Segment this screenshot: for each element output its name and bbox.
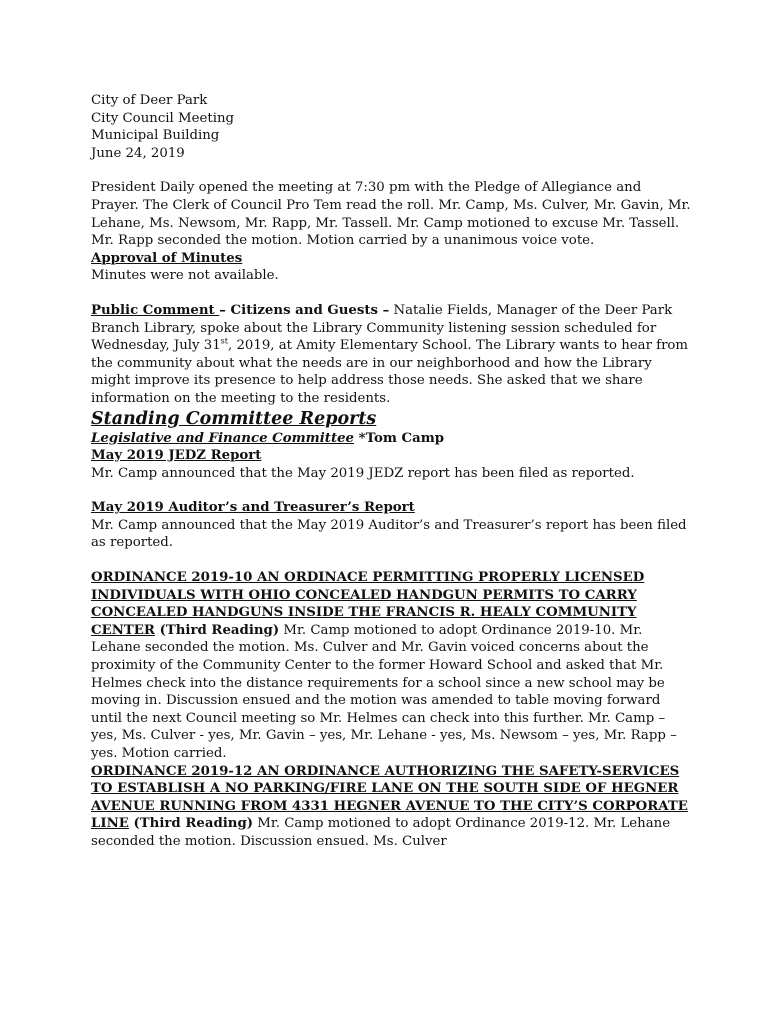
public-comment-subtitle: – Citizens and Guests – (219, 302, 390, 318)
public-comment-text: Natalie Fields, Manager of the Deer Park Branch Library, spoke about the Library Community listening session scheduled for Wednesday, July 31 (91, 302, 673, 354)
auditor-report-title: May 2019 Auditor’s and Treasurer’s Report (91, 500, 415, 516)
ordinance-2019-12-title: ORDINANCE 2019-12 AN ORDINANCE AUTHORIZING THE SAFETY-SERVICES TO ESTABLISH A NO PARKING/FIRE LANE ON THE SOUTH SIDE OF HEGNER AVENUE RUNNING FROM 4331 HEGNER AVENUE TO THE CITY’S CORPORATE LINE (91, 763, 688, 832)
auditor-report-text: Mr. Camp announced that the May 2019 Auditor’s and Treasurer’s report has been filed as reported. (91, 517, 687, 551)
document-header (91, 92, 691, 162)
committee-name: Legislative and Finance Committee (91, 430, 355, 446)
public-comment-text-cont: , 2019, at Amity Elementary School. The Library wants to hear from the community about what the needs are in our neighborhood and how the Library might improve its presence to help address those needs. She asked that we share information on the meeting to the residents. (91, 338, 689, 406)
opening-paragraph: President Daily opened the meeting at 7:30 pm with the Pledge of Allegiance and Prayer. The Clerk of Council Pro Tem read the roll. Mr. Camp, Ms. Culver, Mr. Gavin, Mr. Lehane, Ms. Newsom, Mr. Rapp, Mr. Tassell. Mr. Camp motioned to excuse Mr. Tassell. Mr. Rapp seconded the motion. Motion carried by a unanimous voice vote. (91, 180, 691, 249)
ordinance-2019-10-reading: (Third Reading) (154, 622, 280, 638)
meeting-location: Municipal Building (91, 128, 220, 144)
public-comment-section (91, 302, 691, 408)
meeting-date: June 24, 2019 (91, 145, 185, 161)
meeting-name: City Council Meeting (91, 110, 235, 126)
ordinance-2019-12-reading: (Third Reading) (128, 816, 254, 832)
minutes-document (91, 92, 691, 851)
ordinance-2019-10-text: Mr. Camp motioned to adopt Ordinance 2019-10. Mr. Lehane seconded the motion. Ms. Culver and Mr. Gavin voiced concerns about the proximity of the Community Center to the former Howard School and asked that Mr. Helmes check into the distance requirements for a school since a new school may be moving in. Discussion ensued and the motion was amended to table moving forward until the next Council meeting so Mr. Helmes can check into this further. Mr. Camp – yes, Ms. Culver - yes, Mr. Gavin – yes, Mr. Lehane - yes, Ms. Newsom – yes, Mr. Rapp – yes. Motion carried. (91, 622, 677, 761)
public-comment-title: Public Comment (91, 302, 220, 318)
standing-committee-heading: Standing Committee Reports (91, 408, 377, 429)
approval-of-minutes-title: Approval of Minutes (91, 250, 243, 266)
ordinance-2019-10-title: ORDINANCE 2019-10 AN ORDINACE PERMITTING PROPERLY LICENSED INDIVIDUALS WITH OHIO CONCEALED HANDGUN PERMITS TO CARRY CONCEALED HANDGUNS INSIDE THE FRANCIS R. HEALY COMMUNITY CENTER (91, 570, 645, 638)
committee-chair: *Tom Camp (354, 430, 445, 446)
legislative-finance-section (91, 430, 691, 483)
ordinal-suffix: st (220, 336, 228, 346)
approval-of-minutes-section (91, 250, 691, 285)
auditor-report-section (91, 499, 691, 552)
ordinance-2019-12-text: Mr. Camp motioned to adopt Ordinance 2019-12. Mr. Lehane seconded the motion. Discussion ensued. Ms. Culver (91, 816, 671, 849)
jedz-report-text: Mr. Camp announced that the May 2019 JEDZ report has been filed as reported. (91, 465, 635, 481)
ordinance-2019-10-section (91, 569, 691, 763)
ordinance-2019-12-section (91, 763, 691, 851)
jedz-report-title: May 2019 JEDZ Report (91, 448, 262, 464)
city-name: City of Deer Park (91, 93, 208, 108)
approval-of-minutes-text: Minutes were not available. (91, 268, 279, 284)
